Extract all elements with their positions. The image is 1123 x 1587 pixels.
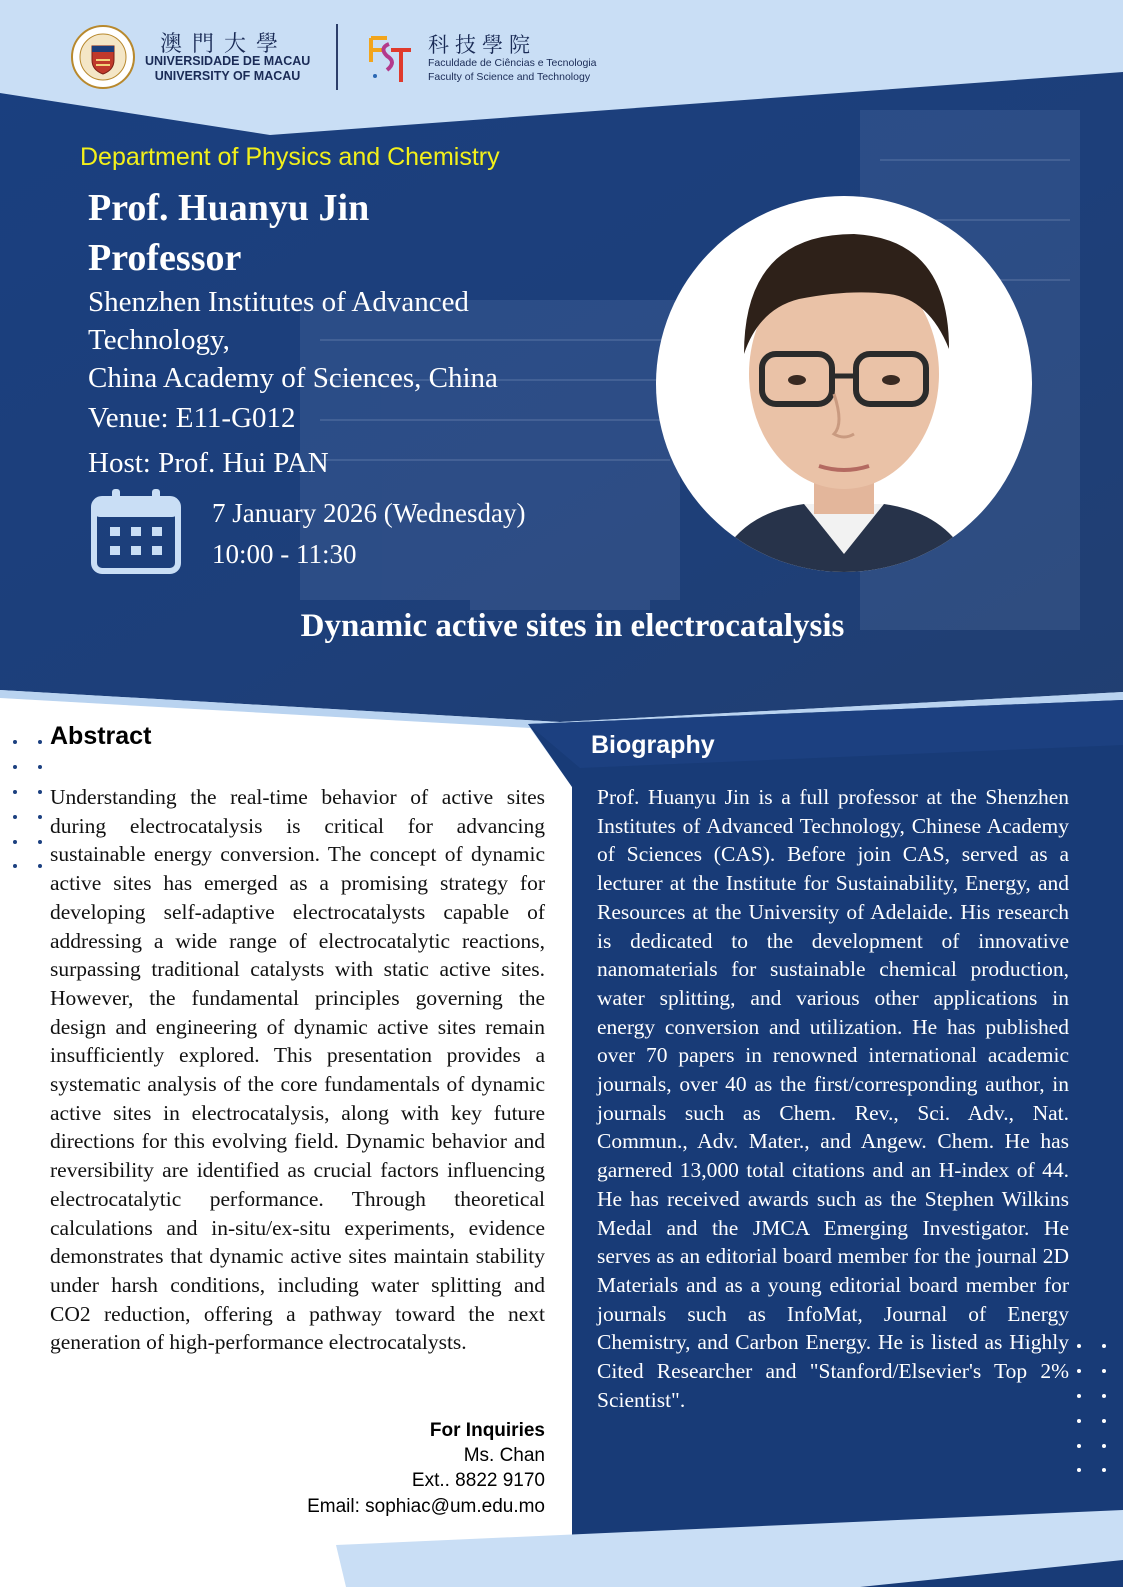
speaker-institution	[88, 283, 608, 397]
biography-body: Prof. Huanyu Jin is a full professor at the Shenzhen Institutes of Advanced Technology, Chinese Academy of Sciences (CAS). Before join CAS, served as a lecturer at the Institute for Sustainability, Energy, and Resources at the University of Adelaide. His research is dedicated to the development of innovative nanomaterials for sustainable chemical production, water splitting, and various other applications in energy conversion and utilization. He has published over 70 papers in renowned international academic journals, over 40 as the first/corresponding author, in journals such as Chem. Rev., Sci. Adv., Nat. Commun., Adv. Mater., and Angew. Chem. He has garnered 13,000 total citations and an H-index of 44. He has received awards such as the Stephen Wilkins Medal and the JMCA Emerging Investigator. He serves as an editorial board member for the journal 2D Materials and as a young editorial board member for journals such as InfoMat, Journal of Energy Chemistry, and Carbon Energy. He is listed as Highly Cited Researcher and "Stanford/Elsevier's Top 2% Scientist".	[597, 785, 1069, 1412]
speaker-photo	[654, 194, 1034, 574]
abstract-heading: Abstract	[50, 722, 152, 750]
um-english-name: UNIVERSITY OF MACAU	[154, 69, 301, 83]
fst-name	[428, 56, 597, 84]
department-name: Department of Physics and Chemistry	[80, 143, 500, 171]
fst-english-name: Faculty of Science and Technology	[428, 71, 591, 83]
university-seal-icon	[70, 24, 136, 90]
speaker-title: Professor	[88, 237, 242, 279]
institution-line-1: Shenzhen Institutes of Advanced Technology,	[88, 286, 469, 356]
inquiries-contact: Ms. Chan	[463, 1445, 545, 1466]
fst-chinese-name: 科技學院	[428, 33, 536, 57]
inquiries-ext: Ext.. 8822 9170	[411, 1470, 545, 1491]
event-date: 7 January 2026 (Wednesday)	[212, 498, 526, 528]
um-chinese-name: 澳門大學	[160, 31, 289, 56]
venue: Venue: E11-G012	[88, 402, 296, 434]
event-time: 10:00 - 11:30	[212, 539, 357, 569]
um-name	[145, 54, 310, 84]
um-portuguese-name: UNIVERSIDADE DE MACAU	[145, 54, 311, 68]
institution-line-2: China Academy of Sciences, China	[88, 362, 498, 394]
host: Host: Prof. Hui PAN	[88, 447, 329, 479]
abstract-body: Understanding the real-time behavior of active sites during electrocatalysis is critical for advancing sustainable energy conversion. The concept of dynamic active sites has emerged as a promising strategy for developing self-adaptive electrocatalysts capable of addressing a wide range of electrocatalytic reactions, surpassing traditional catalysts with static active sites. However, the fundamental principles governing the design and engineering of dynamic active sites remain insufficiently explored. This presentation provides a systematic analysis of the core fundamentals of dynamic active sites in electrocatalysis, along with key future directions for this evolving field. Dynamic behavior and reversibility are identified as crucial factors influencing electrocatalytic performance. Through theoretical calculations and in-situ/ex-situ experiments, evidence demonstrates that dynamic active sites maintain stability under harsh conditions, including water splitting and CO2 reduction, offering a pathway toward the next generation of high-performance electrocatalysts.	[50, 785, 545, 1355]
biography-heading: Biography	[591, 731, 715, 759]
inquiries-heading: For Inquiries	[429, 1420, 545, 1441]
fst-portuguese-name: Faculdade de Ciências e Tecnologia	[428, 57, 597, 69]
fst-logo-icon	[367, 30, 413, 86]
talk-title: Dynamic active sites in electrocatalysis	[300, 608, 845, 644]
calendar-icon	[90, 489, 182, 575]
header-divider	[336, 24, 338, 90]
inquiries-email[interactable]: Email: sophiac@um.edu.mo	[307, 1496, 545, 1517]
speaker-name: Prof. Huanyu Jin	[88, 187, 370, 229]
